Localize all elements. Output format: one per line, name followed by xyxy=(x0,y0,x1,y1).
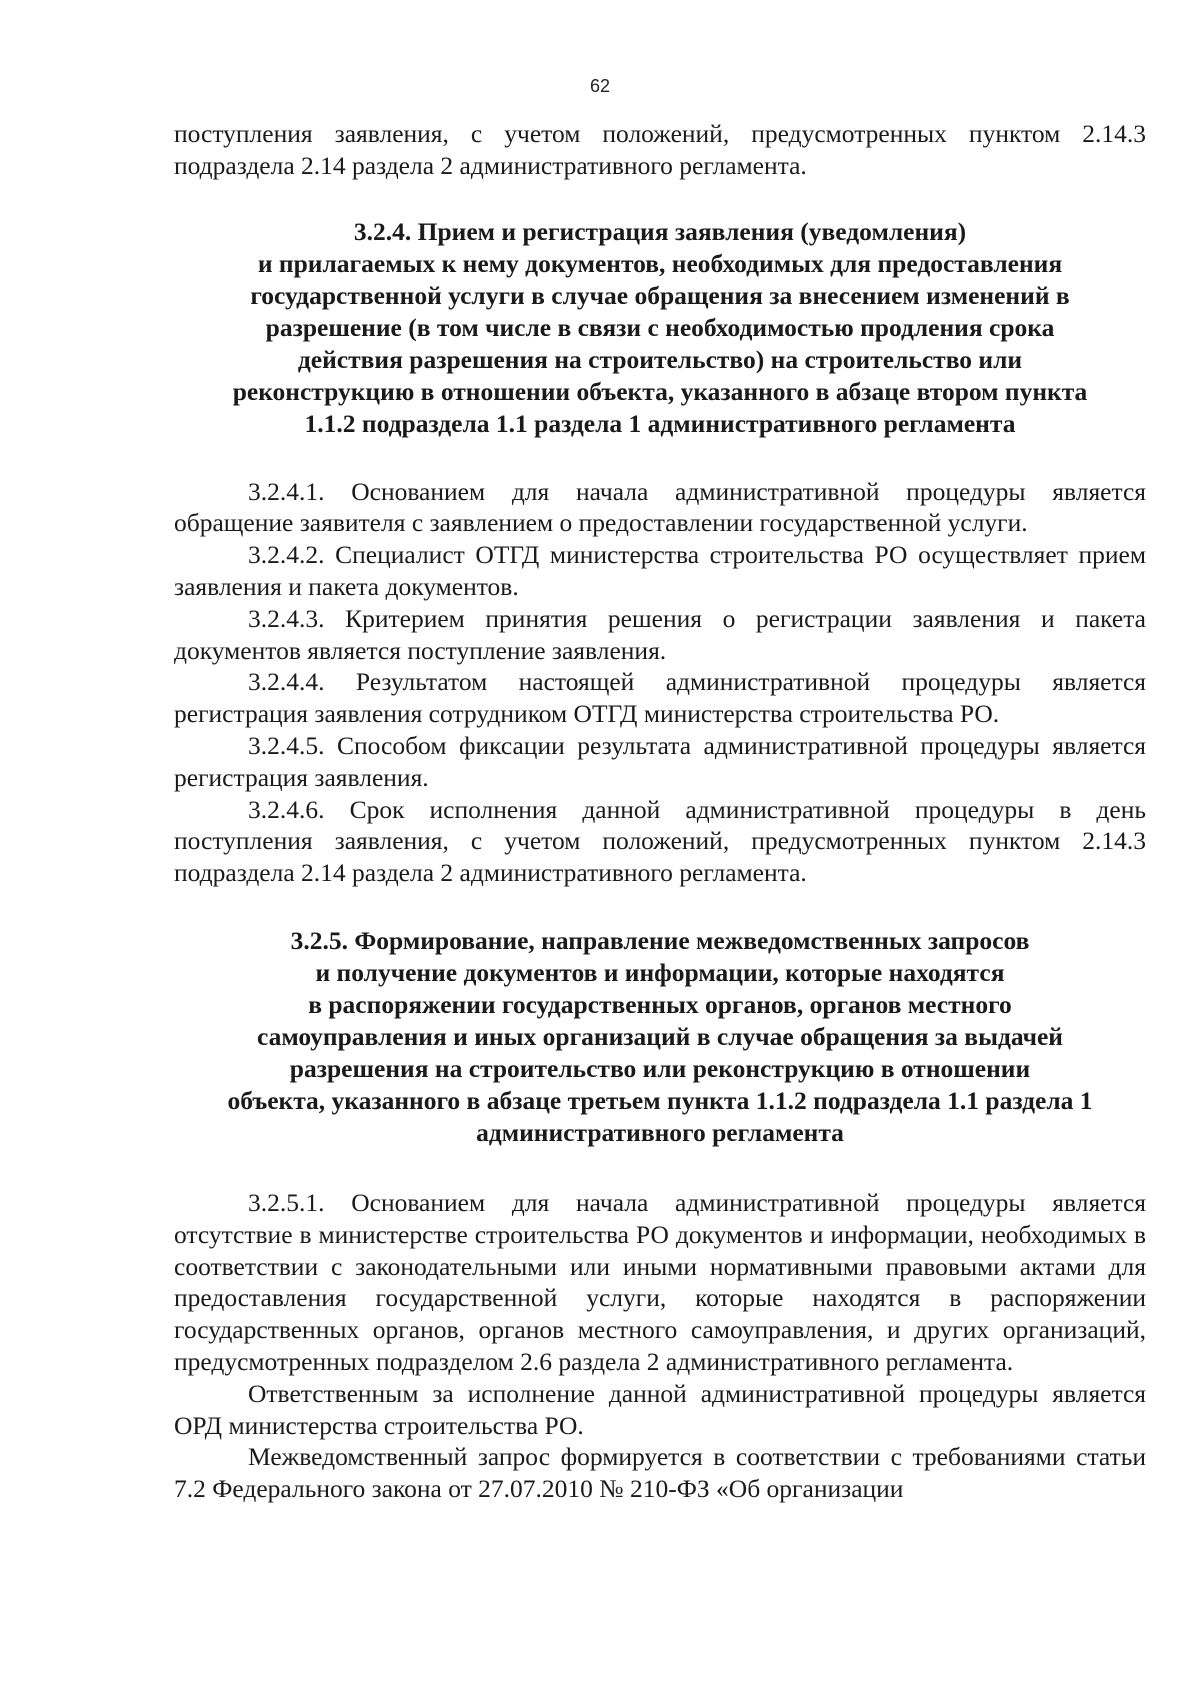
heading-line: государственной услуги в случае обращения за внесением изменений в xyxy=(250,280,1070,310)
heading-line: самоуправления и иных организаций в случае обращения за выдачей xyxy=(256,1021,1063,1051)
page-number: 62 xyxy=(589,76,611,96)
heading-line: разрешение (в том числе в связи с необходимостью продления срока xyxy=(265,312,1055,342)
paragraph-3-2-4-1: 3.2.4.1. Основанием для начала административной процедуры является обращение заявителя с заявлением о предоставлении государственной услуги. xyxy=(174,476,1146,538)
heading-line: действия разрешения на строительство) на строительство или xyxy=(297,344,1023,374)
section-heading-3-2-4 xyxy=(174,216,1146,440)
paragraph-3-2-5-1: 3.2.5.1. Основанием для начала административной процедуры является отсутствие в министерстве строительства РО документов и информации, необходимых в соответствии с законодательными или иными нормативными правовыми актами для предоставления государственной услуги, которые находятся в распоряжении государственных органов, органов местного самоуправления, и других организаций, предусмотренных подразделом 2.6 раздела 2 административного регламента. xyxy=(174,1187,1146,1376)
document-body xyxy=(174,118,1146,1505)
heading-line: разрешения на строительство или реконструкцию в отношении xyxy=(289,1053,1031,1083)
heading-line: и прилагаемых к нему документов, необходимых для предоставления xyxy=(257,248,1063,278)
continuation-paragraph: поступления заявления, с учетом положений, предусмотренных пунктом 2.14.3 подраздела 2.14 раздела 2 административного регламента. xyxy=(174,119,1146,180)
heading-line: административного регламента xyxy=(476,1117,844,1147)
heading-line: реконструкцию в отношении объекта, указанного в абзаце втором пункта xyxy=(232,376,1088,406)
paragraph-3-2-4-2: 3.2.4.2. Специалист ОТГД министерства строительства РО осуществляет прием заявления и пакета документов. xyxy=(174,540,1146,601)
heading-line: и получение документов и информации, которые находятся xyxy=(315,957,1005,987)
paragraph-3-2-4-5: 3.2.4.5. Способом фиксации результата административной процедуры является регистрация заявления. xyxy=(174,730,1146,792)
heading-line: 3.2.5. Формирование, направление межведомственных запросов xyxy=(290,925,1030,955)
section-heading-3-2-5 xyxy=(174,925,1146,1149)
paragraph-3-2-4-6: 3.2.4.6. Срок исполнения данной административной процедуры в день поступления заявления, с учетом положений, предусмотренных пунктом 2.14.3 подраздела 2.14 раздела 2 административного регламента. xyxy=(174,794,1146,888)
paragraph-3-2-4-4: 3.2.4.4. Результатом настоящей административной процедуры является регистрация заявления сотрудником ОТГД министерства строительства РО. xyxy=(174,667,1146,729)
paragraph-responsible: Ответственным за исполнение данной административной процедуры является ОРД министерства строительства РО. xyxy=(174,1378,1146,1440)
heading-line: в распоряжении государственных органов, органов местного xyxy=(308,989,1012,1019)
paragraph-3-2-4-3: 3.2.4.3. Критерием принятия решения о регистрации заявления и пакета документов является поступление заявления. xyxy=(174,603,1146,665)
heading-line: 1.1.2 подраздела 1.1 раздела 1 административного регламента xyxy=(304,408,1016,438)
heading-line: 3.2.4. Прием и регистрация заявления (уведомления) xyxy=(353,216,967,246)
paragraph-interagency-request: Межведомственный запрос формируется в соответствии с требованиями статьи 7.2 Федерального закона от 27.07.2010 № 210-ФЗ «Об организации xyxy=(174,1442,1146,1504)
heading-line: объекта, указанного в абзаце третьем пункта 1.1.2 подраздела 1.1 раздела 1 xyxy=(227,1085,1093,1115)
